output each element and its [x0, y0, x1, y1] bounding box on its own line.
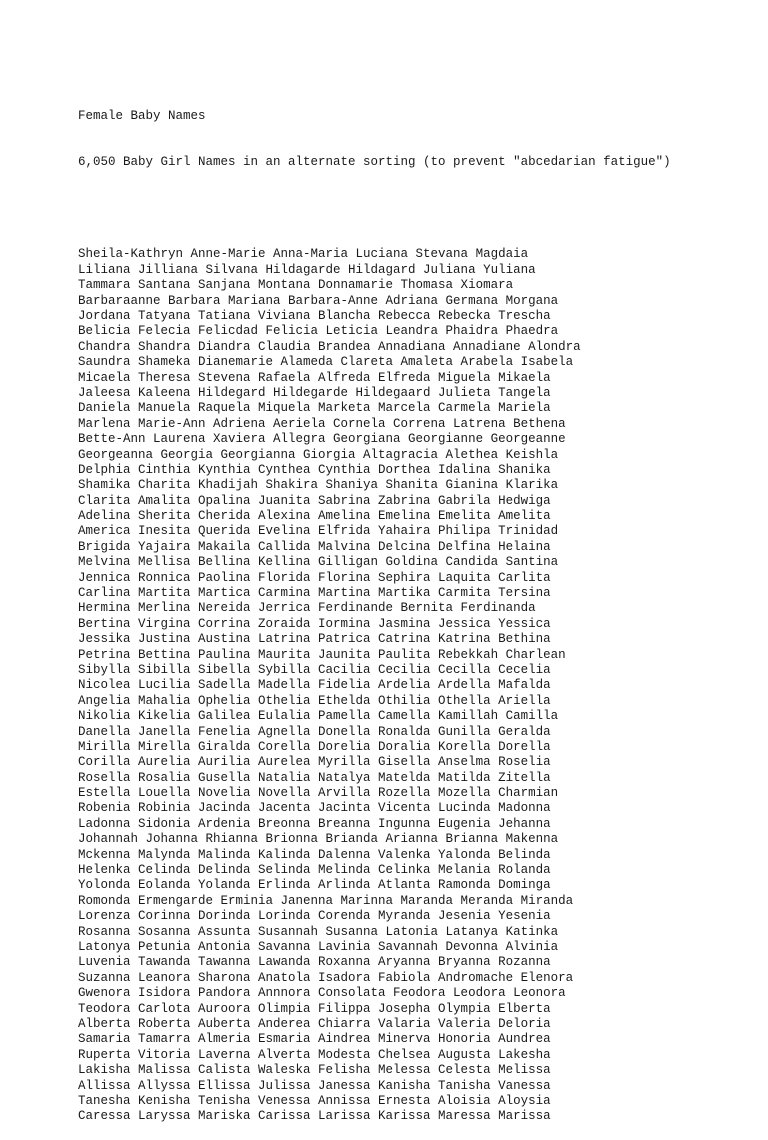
- name-line: Suzanna Leanora Sharona Anatola Isadora Fabiola Andromache Elenora: [78, 970, 574, 985]
- name-line: Sheila-Kathryn Anne-Marie Anna-Maria Luciana Stevana Magdaia: [78, 247, 529, 262]
- name-line: Danella Janella Fenelia Agnella Donella Ronalda Gunilla Geralda: [78, 724, 551, 739]
- name-line: Clarita Amalita Opalina Juanita Sabrina Zabrina Gabrila Hedwiga: [78, 493, 551, 508]
- name-line: Bette-Ann Laurena Xaviera Allegra Georgiana Georgianne Georgeanne: [78, 432, 566, 447]
- name-line: Robenia Robinia Jacinda Jacenta Jacinta Vicenta Lucinda Madonna: [78, 801, 551, 816]
- name-line: Caressa Laryssa Mariska Carissa Larissa Karissa Maressa Marissa: [78, 1109, 551, 1124]
- name-line: Daniela Manuela Raquela Miquela Marketa Marcela Carmela Mariela: [78, 401, 551, 416]
- name-line: Delphia Cinthia Kynthia Cynthea Cynthia Dorthea Idalina Shanika: [78, 462, 551, 477]
- name-line: Corilla Aurelia Aurilia Aurelea Myrilla Gisella Anselma Roselia: [78, 755, 551, 770]
- name-line: Estella Louella Novelia Novella Arvilla Rozella Mozella Charmian: [78, 786, 559, 801]
- name-line: Chandra Shandra Diandra Claudia Brandea Annadiana Annadiane Alondra: [78, 339, 581, 354]
- name-line: Samaria Tamarra Almeria Esmaria Aindrea Minerva Honoria Aundrea: [78, 1032, 551, 1047]
- name-line: Belicia Felecia Felicdad Felicia Leticia Leandra Phaidra Phaedra: [78, 324, 559, 339]
- name-line: Georgeanna Georgia Georgianna Giorgia Altagracia Alethea Keishla: [78, 447, 559, 462]
- document-subtitle: 6,050 Baby Girl Names in an alternate sorting (to prevent "abcedarian fatigue"): [78, 155, 671, 170]
- blank-line: [78, 201, 758, 216]
- name-line: Jordana Tatyana Tatiana Viviana Blancha Rebecca Rebecka Trescha: [78, 308, 551, 323]
- name-line: Helenka Celinda Delinda Selinda Melinda Celinka Melania Rolanda: [78, 863, 551, 878]
- name-line: Alberta Roberta Auberta Anderea Chiarra Valaria Valeria Deloria: [78, 1016, 551, 1031]
- name-line: America Inesita Querida Evelina Elfrida Yahaira Philipa Trinidad: [78, 524, 559, 539]
- name-line: Gwenora Isidora Pandora Annnora Consolata Feodora Leodora Leonora: [78, 986, 566, 1001]
- name-line: Hermina Merlina Nereida Jerrica Ferdinande Bernita Ferdinanda: [78, 601, 536, 616]
- document-page: [78, 78, 758, 1140]
- name-line: Bertina Virgina Corrina Zoraida Iormina Jasmina Jessica Yessica: [78, 616, 551, 631]
- name-line: Micaela Theresa Stevena Rafaela Alfreda Elfreda Miguela Mikaela: [78, 370, 551, 385]
- name-line: Tanesha Kenisha Tenisha Venessa Annissa Ernesta Aloisia Aloysia: [78, 1093, 551, 1108]
- name-line: Petrina Bettina Paulina Maurita Jaunita Paulita Rebekkah Charlean: [78, 647, 566, 662]
- name-line: Rosanna Sosanna Assunta Susannah Susanna Latonia Latanya Katinka: [78, 924, 559, 939]
- name-line: Adelina Sherita Cherida Alexina Amelina Emelina Emelita Amelita: [78, 509, 551, 524]
- name-line: Allissa Allyssa Ellissa Julissa Janessa Kanisha Tanisha Vanessa: [78, 1078, 551, 1093]
- name-line: Marlena Marie-Ann Adriena Aeriela Cornela Correna Latrena Bethena: [78, 416, 566, 431]
- name-line: Lorenza Corinna Dorinda Lorinda Corenda Myranda Jesenia Yesenia: [78, 909, 551, 924]
- name-list: [78, 247, 758, 1124]
- name-line: Jaleesa Kaleena Hildegard Hildegarde Hildegaard Julieta Tangela: [78, 385, 551, 400]
- name-line: Barbaraanne Barbara Mariana Barbara-Anne Adriana Germana Morgana: [78, 293, 559, 308]
- name-line: Tammara Santana Sanjana Montana Donnamarie Thomasa Xiomara: [78, 278, 514, 293]
- name-line: Luvenia Tawanda Tawanna Lawanda Roxanna Aryanna Bryanna Rozanna: [78, 955, 551, 970]
- name-line: Yolonda Eolanda Yolanda Erlinda Arlinda Atlanta Ramonda Dominga: [78, 878, 551, 893]
- name-line: Jessika Justina Austina Latrina Patrica Catrina Katrina Bethina: [78, 632, 551, 647]
- name-line: Lakisha Malissa Calista Waleska Felisha Melessa Celesta Melissa: [78, 1063, 551, 1078]
- name-line: Shamika Charita Khadijah Shakira Shaniya Shanita Gianina Klarika: [78, 478, 559, 493]
- name-line: Angelia Mahalia Ophelia Othelia Ethelda Othilia Othella Ariella: [78, 693, 551, 708]
- document-title: Female Baby Names: [78, 108, 206, 123]
- name-line: Sibylla Sibilla Sibella Sybilla Cacilia Cecilia Cecilla Cecelia: [78, 662, 551, 677]
- name-line: Mckenna Malynda Malinda Kalinda Dalenna Valenka Yalonda Belinda: [78, 847, 551, 862]
- name-line: Ruperta Vitoria Laverna Alverta Modesta Chelsea Augusta Lakesha: [78, 1047, 551, 1062]
- name-line: Latonya Petunia Antonia Savanna Lavinia Savannah Devonna Alvinia: [78, 940, 559, 954]
- name-line: Jennica Ronnica Paolina Florida Florina Sephira Laquita Carlita: [78, 570, 551, 585]
- name-line: Liliana Jilliana Silvana Hildagarde Hildagard Juliana Yuliana: [78, 262, 536, 277]
- name-line: Ladonna Sidonia Ardenia Breonna Breanna Ingunna Eugenia Jehanna: [78, 816, 551, 831]
- name-line: Johannah Johanna Rhianna Brionna Brianda Arianna Brianna Makenna: [78, 832, 559, 847]
- name-line: Brigida Yajaira Makaila Callida Malvina Delcina Delfina Helaina: [78, 539, 551, 554]
- name-line: Melvina Mellisa Bellina Kellina Gilligan Goldina Candida Santina: [78, 555, 559, 570]
- name-line: Saundra Shameka Dianemarie Alameda Clareta Amaleta Arabela Isabela: [78, 355, 574, 370]
- name-line: Romonda Ermengarde Erminia Janenna Marinna Maranda Meranda Miranda: [78, 893, 574, 908]
- name-line: Teodora Carlota Auroora Olimpia Filippa Josepha Olympia Elberta: [78, 1001, 551, 1016]
- name-line: Carlina Martita Martica Carmina Martina Martika Carmita Tersina: [78, 586, 551, 601]
- name-line: Nicolea Lucilia Sadella Madella Fidelia Ardelia Ardella Mafalda: [78, 678, 551, 693]
- name-line: Nikolia Kikelia Galilea Eulalia Pamella Camella Kamillah Camilla: [78, 709, 559, 724]
- name-line: Rosella Rosalia Gusella Natalia Natalya Matelda Matilda Zitella: [78, 770, 551, 785]
- name-line: Mirilla Mirella Giralda Corella Dorelia Doralia Korella Dorella: [78, 739, 551, 754]
